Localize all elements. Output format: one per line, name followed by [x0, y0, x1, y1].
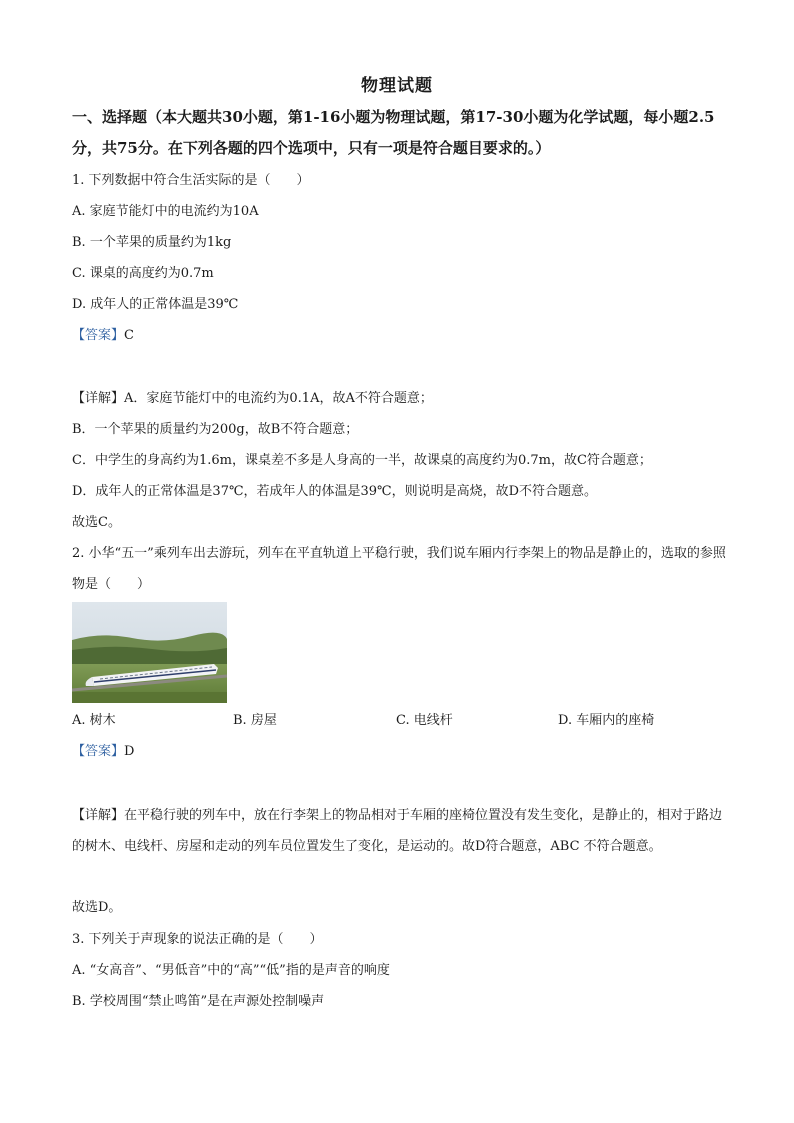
detail-label: 【详解】: [72, 391, 125, 406]
q1-detail-a: [72, 390, 732, 408]
q1-detail-b: B．一个苹果的质量约为200g，故B不符合题意；: [72, 422, 359, 437]
q3-option-b: B. 学校周围“禁止鸣笛”是在声源处控制噪声: [72, 994, 325, 1009]
q1-detail-d: D．成年人的正常体温是37℃，若成年人的体温是39℃，则说明是高烧，故D不符合题意。: [72, 484, 598, 499]
q1-option-b: B. 一个苹果的质量约为1kg: [72, 235, 232, 250]
q3-option-a: A. “女高音”、“男低音”中的“高”“低”指的是声音的响度: [72, 963, 390, 978]
q3-stem: 3. 下列关于声现象的说法正确的是（ ）: [72, 932, 323, 947]
q1-conclusion: 故选C。: [72, 515, 121, 530]
page-title: 物理试题: [361, 76, 433, 96]
answer-value: C: [124, 328, 134, 343]
q1-stem: 1. 下列数据中符合生活实际的是（ ）: [72, 173, 310, 188]
detail-text: A．家庭节能灯中的电流约为0.1A，故A不符合题意；: [124, 391, 433, 406]
q2-detail: [72, 800, 732, 862]
section-header: 一、选择题（本大题共30小题，第1-16小题为物理试题，第17-30小题为化学试题，每小题2.5分，共75分。在下列各题的四个选项中，只有一项是符合题目要求的。）: [72, 108, 715, 157]
q1-option-d: D. 成年人的正常体温是39℃: [72, 297, 239, 312]
q2-option-c: C. 电线杆: [396, 713, 453, 728]
q2-option-d: D. 车厢内的座椅: [558, 713, 655, 728]
answer-label: 【答案】: [72, 328, 125, 343]
q1-option-c: C. 课桌的高度约为0.7m: [72, 266, 214, 281]
q2-stem: 2. 小华“五一”乘列车出去游玩，列车在平直轨道上平稳行驶，我们说车厢内行李架上的物品是静止的，选取的参照物是（ ）: [72, 546, 726, 592]
q2-conclusion: 故选D。: [72, 900, 122, 915]
q1-option-a: A. 家庭节能灯中的电流约为10A: [72, 204, 259, 219]
detail-text: 在平稳行驶的列车中，放在行李架上的物品相对于车厢的座椅位置没有发生变化，是静止的，相对于路边的树木、电线杆、房屋和走动的列车员位置发生了变化，是运动的。故D符合题意，ABC 不符合题意。: [72, 808, 723, 854]
q2-option-b: B. 房屋: [233, 713, 277, 728]
train-photo: [72, 602, 227, 703]
q1-detail-c: C．中学生的身高约为1.6m，课桌差不多是人身高的一半，故课桌的高度约为0.7m，故C符合题意；: [72, 453, 652, 468]
answer-value: D: [124, 744, 135, 759]
q1-answer: [72, 327, 732, 345]
answer-label: 【答案】: [72, 744, 125, 759]
q2-option-a: A. 树木: [72, 713, 116, 728]
q2-answer: [72, 743, 732, 761]
detail-label: 【详解】: [72, 808, 125, 823]
